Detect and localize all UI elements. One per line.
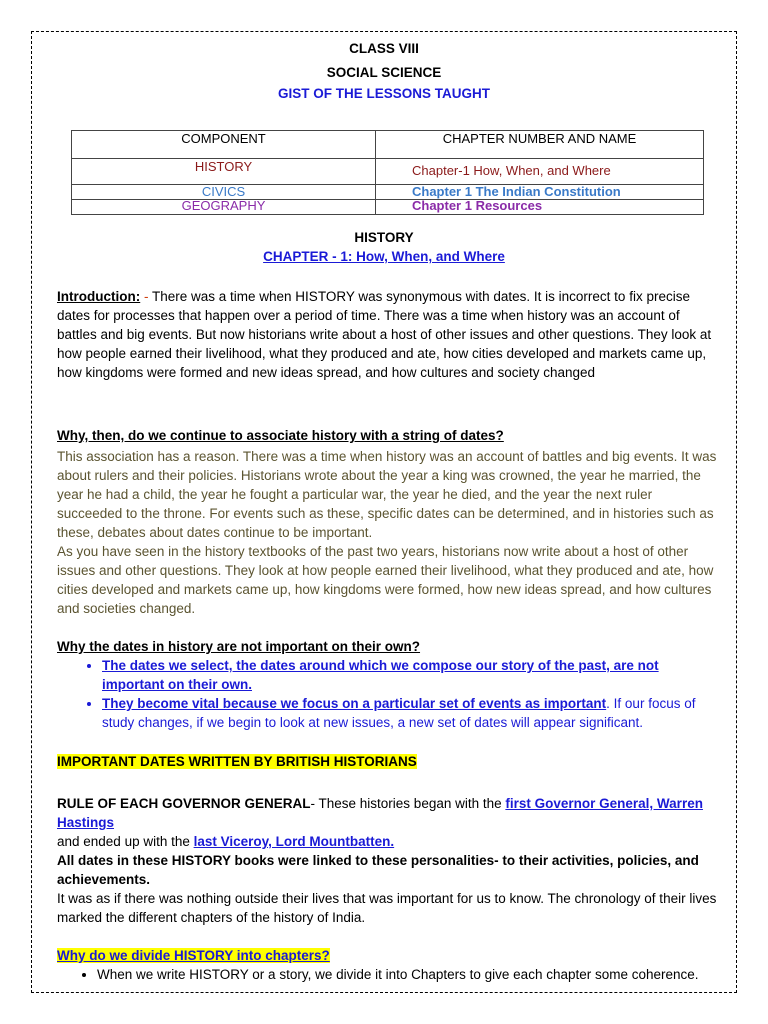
intro-dash: - — [140, 289, 152, 304]
question-3: Why do we divide HISTORY into chapters? — [57, 948, 330, 963]
row-component-geography: GEOGRAPHY — [72, 200, 376, 215]
header-chapter: CHAPTER NUMBER AND NAME — [376, 131, 704, 159]
rule-label: RULE OF EACH GOVERNOR GENERAL — [57, 796, 311, 811]
british-historians-heading: IMPORTANT DATES WRITTEN BY BRITISH HISTORIANS — [57, 754, 417, 769]
question-1-block — [57, 426, 717, 618]
row-component-civics: CIVICS — [72, 185, 376, 200]
class-title: CLASS VIII — [349, 41, 419, 56]
question-2-bullet-1[interactable]: The dates we select, the dates around which we compose our story of the past, are not important on their own. — [102, 658, 659, 692]
question-3-block — [57, 946, 717, 984]
row-chapter-civics: Chapter 1 The Indian Constitution — [376, 185, 704, 200]
question-2-block — [57, 637, 717, 732]
question-1-paragraph-1: This association has a reason. There was a time when history was an account of battles and big events. It was about rulers and their policies. Historians wrote about the year a king was crowned, the year he married, the year he had a child, the year he fought a particular war, the year he died, and the year the next ruler succeeded to the throne. For events such as these, specific dates can be determined, and in histories such as these, debates about dates continue to be important. — [57, 449, 717, 540]
question-3-bullet-1: When we write HISTORY or a story, we divide it into Chapters to give each chapter some coherence. — [97, 967, 699, 982]
history-heading: HISTORY — [354, 230, 414, 245]
table-header-row — [72, 131, 704, 159]
component-table — [71, 130, 704, 215]
highlight-heading-wrap — [57, 752, 717, 771]
mountbatten-link[interactable]: last Viceroy, Lord Mountbatten. — [193, 834, 395, 849]
header-component: COMPONENT — [72, 131, 376, 159]
rule-bold-text: All dates in these HISTORY books were linked to these personalities- to their activities, policies, and achievements. — [57, 853, 699, 887]
intro-label: Introduction: — [57, 289, 141, 304]
outside-lives-paragraph: It was as if there was nothing outside their lives that was important for us to know. The chronology of their lives marked the different chapters of the history of India. — [57, 891, 717, 925]
table-row — [72, 185, 704, 200]
governor-general-block — [57, 794, 717, 889]
question-1-paragraph-2: As you have seen in the history textbooks of the past two years, historians now write about a host of other issues and other questions. They look at how people earned their livelihood, what they produced and ate, how cities developed and markets came up, how kingdoms were formed, how new ideas spread, and how cultures and societies changed. — [57, 544, 714, 616]
row-component-history: HISTORY — [72, 159, 376, 185]
lessons-subtitle: GIST OF THE LESSONS TAUGHT — [277, 86, 490, 101]
list-item — [102, 656, 717, 694]
list-item — [102, 694, 717, 732]
intro-text: There was a time when HISTORY was synonymous with dates. It is incorrect to fix precise dates for processes that happen over a period of time. There was a time when history was an account of battles and big events. But now historians write about a host of other issues and other questions. They look at how people earned their livelihood, what they produced and ate, how cities developed and markets came up, how kingdoms were formed and new ideas spread, and how cultures and society changed — [57, 289, 712, 380]
question-3-list — [57, 965, 717, 984]
warren-hastings-link[interactable]: first Governor General, Warren Hastings — [57, 796, 703, 830]
question-2-bullet-2-rest: . If our focus of study changes, if we begin to look at new issues, a new set of dates will appear significant. — [102, 696, 696, 730]
subject-title: SOCIAL SCIENCE — [326, 65, 442, 80]
question-2: Why the dates in history are not important on their own? — [57, 639, 421, 654]
row-chapter-history: Chapter-1 How, When, and Where — [376, 159, 704, 185]
introduction-paragraph — [57, 287, 717, 382]
rule-text-2: and ended up with the — [57, 834, 194, 849]
rule-text-1: - These histories began with the — [310, 796, 506, 811]
row-chapter-geography: Chapter 1 Resources — [376, 200, 704, 215]
chapter-link[interactable]: CHAPTER - 1: How, When, and Where — [263, 249, 505, 264]
list-item — [97, 965, 717, 984]
table-row — [72, 159, 704, 185]
table-row — [72, 200, 704, 215]
question-2-list — [57, 656, 717, 732]
question-1: Why, then, do we continue to associate history with a string of dates? — [57, 428, 504, 443]
question-2-bullet-2-link[interactable]: They become vital because we focus on a particular set of events as important — [102, 696, 607, 711]
chapter-link-wrap — [0, 249, 768, 264]
